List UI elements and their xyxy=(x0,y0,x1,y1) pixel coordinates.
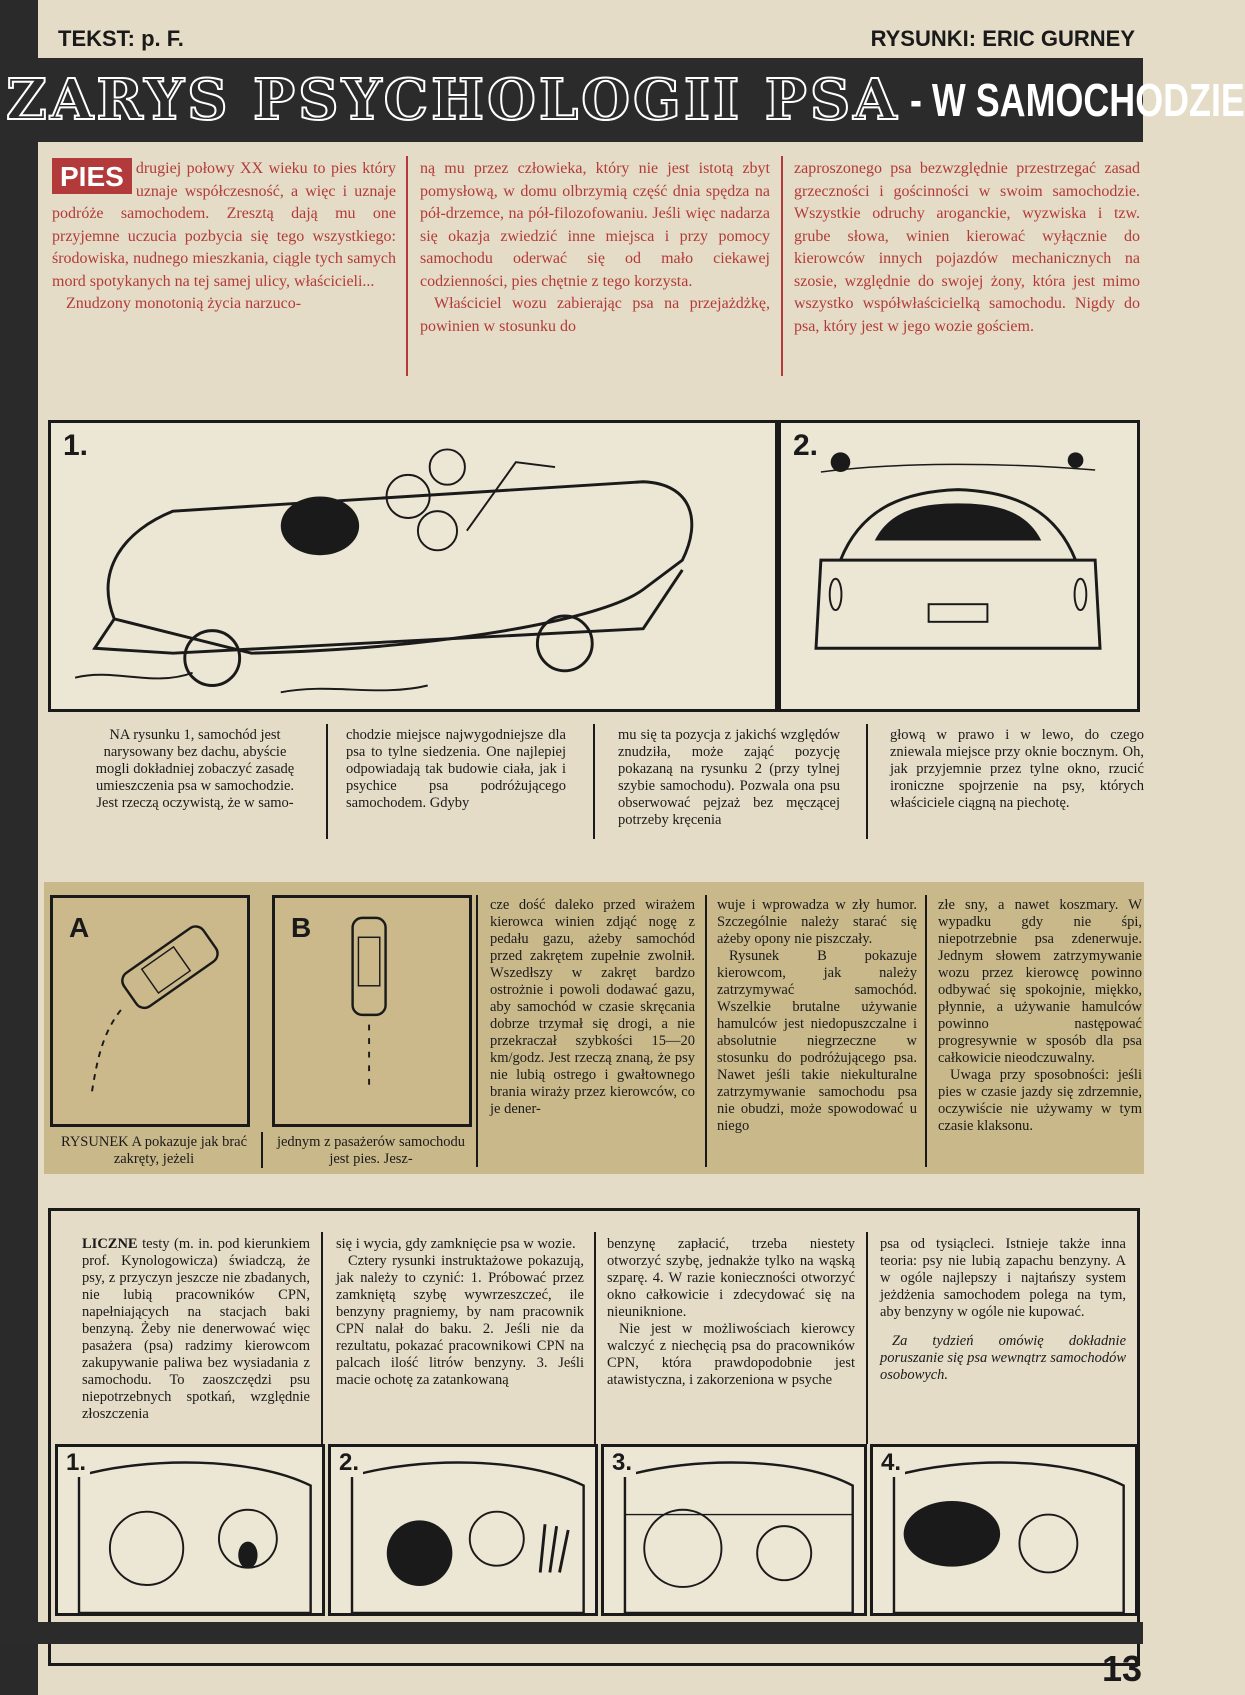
intro-col3-text: zaproszonego psa bezwzględnie przestrzegać zasad grzeczności i gościnności w swoim samochodzie. Wszystkie odruchy aroganckie, wyzwiska i tzw. grube słowa, winien kierować wyłącznie do kierowców innych pojazdów mechanicznych na szosie, względnie do swojej żony, która jest mimo wszystko współwłaścicielką samochodu. Nigdy do psa, który jest w jego wozie gościem. xyxy=(794,160,1140,335)
section1-column-1 xyxy=(90,727,300,812)
section1-col4-text: głową w prawo i w lewo, do czego zniewala miejsce przy oknie bocznym. Oh, jak przyjemnie przez tylne okno, rzucić ironiczne spojrzenie na psy, których właściciele ciągną na piechotę. xyxy=(890,727,1144,811)
intro-col2b-text: Właściciel wozu zabierając psa na przejażdżkę, powinien w stosunku do xyxy=(420,295,770,335)
caption-b xyxy=(272,1134,470,1168)
section1-column-4 xyxy=(890,727,1144,812)
panel-number: 2. xyxy=(789,429,822,463)
caption-a xyxy=(56,1134,252,1168)
intro-column-2 xyxy=(420,158,770,338)
column-divider xyxy=(594,1232,596,1444)
red-column-divider xyxy=(406,156,408,376)
braking-car-illustration xyxy=(275,898,469,1124)
car-rear-illustration xyxy=(781,423,1137,709)
dog-and-driver-shouting-illustration xyxy=(58,1447,322,1613)
section3-column-4 xyxy=(880,1236,1126,1384)
section2-col3b-text: Uwaga przy sposobności: jeśli pies w czasie jazdy się zdrzemnie, oczywiście nie używamy w tym czasie klaksonu. xyxy=(938,1067,1142,1134)
panel-number: 2. xyxy=(335,1449,363,1477)
section3-column-3 xyxy=(607,1236,855,1389)
driver-showing-fingers-illustration xyxy=(331,1447,595,1613)
cartoon-panel-4 xyxy=(870,1444,1138,1616)
drawing-b-panel xyxy=(272,895,472,1127)
illustration-panel-1 xyxy=(48,420,778,712)
column-divider xyxy=(705,895,707,1167)
section3-col3-text: benzynę zapłacić, trzeba niestety otworzyć szybę, jednakże tylko na wąską szparę. 4. W razie konieczności otworzyć okno całkowicie i zdecydować się na nieuniknione. xyxy=(607,1236,855,1320)
page-number: 13 xyxy=(1101,1648,1142,1689)
cartoon-panel-1 xyxy=(55,1444,325,1616)
column-divider xyxy=(866,724,868,839)
lead-word-box: PIES xyxy=(52,158,132,194)
drawing-label-a: A xyxy=(69,912,90,943)
text-credit: TEKST: p. F. xyxy=(58,26,184,51)
intro-col1-text: drugiej połowy XX wieku to pies który uznaje współczesność, a więc i uznaje podróże samochodem. Zresztą dają mu one przyjemne uczucia pozbycia się tego wszystkiego: środowiska, nudnego mieszkania, ciągle tych samych mord spotykanych na tej samej ulicy, właścicieli... xyxy=(52,160,396,290)
section1-column-3 xyxy=(618,727,840,829)
section1-lead: NA xyxy=(109,727,130,743)
panel-number: 1. xyxy=(62,1449,90,1477)
title-banner xyxy=(0,58,1245,142)
drawings-credit: RYSUNKI: ERIC GURNEY xyxy=(870,26,1135,51)
next-week-note: Za tydzień omówię dokładnie poruszanie się psa wewnątrz samochodów osobowych. xyxy=(880,1333,1126,1383)
column-divider xyxy=(593,724,595,839)
section3-col4-text: psa od tysiącleci. Istnieje także inna teoria: psy nie lubią zapachu benzyny. A w ogóle najlepszy i najtańszy system jeżdżenia samochodem polega na tym, aby benzyny w ogóle nie kupować. xyxy=(880,1236,1126,1320)
section2-col2b-text: Rysunek B pokazuje kierowcom, jak należy zatrzymywać samochód. Wszelkie brutalne używanie hamulców jest niedopuszczalne i absolutnie niegrzeczne w stosunku do podróżującego psa. Nawet jeśli takie niekulturalne zatrzymywanie samochodu psa nie obudzi, może spowodować u niego xyxy=(717,948,917,1134)
column-divider xyxy=(925,895,927,1167)
section2-col2-text: wuje i wprowadza w zły humor. Szczególnie należy starać się ażeby opony nie piszczały. xyxy=(717,897,917,947)
section3-col3b-text: Nie jest w możliwościach kierowcy walczyć z niechęcią psa do pracowników CPN, która prawdopodobnie jest atawistyczna, i zakorzeniona w psyche xyxy=(607,1321,855,1388)
section3-col2b-text: Cztery rysunki instruktażowe pokazują, jak należy to czynić: 1. Próbować przez zamkniętą szybę wywrzeszczeć, ile benzyny pragniemy, by nam pracownik CPN nalał do baku. 2. Jeśli nie da rezultatu, pokazać pracownikowi CPN na palcach ilość litrów benzyny. 3. Jeśli macie ochotę za zatankowaną xyxy=(336,1253,584,1388)
column-divider xyxy=(321,1232,323,1444)
page-binding-strip xyxy=(0,0,38,1695)
dog-attacking-attendant-illustration xyxy=(873,1447,1135,1613)
illustration-panel-2 xyxy=(778,420,1140,712)
drawing-a-panel xyxy=(50,895,250,1127)
cartoon-panel-3 xyxy=(601,1444,867,1616)
window-slightly-open-illustration xyxy=(604,1447,864,1613)
section2-col1-text: cze dość daleko przed wirażem kierowca winien zdjąć nogę z pedału gazu, ażeby samochód przed zakrętem zupełnie zwolnił. Wszedłszy w zakręt bardzo ostrożnie i powoli dodawać gazu, aby samochód w czasie skręcania dobrze trzymał się drogi, a nie przekraczał szybkości 15—20 km/godz. Jest rzeczą znaną, że psy nie lubią ostrego i gwałtownego brania wiraży przez kierowców, co je dener- xyxy=(490,897,695,1117)
caption-a-text: RYSUNEK A pokazuje jak brać zakręty, jeżeli xyxy=(60,1134,248,1167)
intro-column-1 xyxy=(52,158,396,316)
panel-number: 3. xyxy=(608,1449,636,1477)
section2-column-1 xyxy=(490,897,695,1118)
section1-col3-text: mu się ta pozycja z jakichś względów znudziła, może zająć pozycję pokazaną na rysunku 2 (przy tylnej szybie samochodu). Pozwala ona psu obserwować pejzaż bez męczącej potrzeby kręcenia xyxy=(618,727,840,828)
section1-col1-text: rysunku 1, samochód jest narysowany bez dachu, abyście mogli dokładniej zobaczyć zasadę umieszczenia psa w samochodzie. Jest rzeczą oczywistą, że w samo- xyxy=(95,727,295,811)
section2-column-3 xyxy=(938,897,1142,1135)
section2-column-2 xyxy=(717,897,917,1135)
panel-number: 1. xyxy=(59,429,92,463)
section1-col2-text: chodzie miejsce najwygodniejsze dla psa to tylne siedzenia. One najlepiej odpowiadają tak budowie ciała, jak i psychice psa podróżującego samochodem. Gdyby xyxy=(346,727,566,811)
cartoon-panel-2 xyxy=(328,1444,598,1616)
section3-column-2 xyxy=(336,1236,584,1389)
credits-line xyxy=(58,26,1135,56)
intro-col2-text: ną mu przez człowieka, który nie jest istotą zbyt pomysłową, w domu olbrzymią część dnia spędza na pół-drzemce, na pół-filozofowaniu. Jeśli więc nadarza się okazja zwiedzić inne miejsca i przy pomocy samochodu oderwać się od mało ciekawej codzienności, pies chętnie z tego korzysta. xyxy=(420,160,770,290)
section3-col2-text: się i wycia, gdy zamknięcie psa w wozie. xyxy=(336,1236,576,1252)
column-divider xyxy=(261,1132,263,1168)
column-divider xyxy=(326,724,328,839)
panel-number: 4. xyxy=(877,1449,905,1477)
article-subtitle: - W SAMOCHODZIE xyxy=(909,74,1245,126)
section3-column-1 xyxy=(82,1236,310,1423)
caption-b-text: jednym z pasażerów samochodu jest pies. Jesz- xyxy=(276,1134,466,1167)
section3-col1-text: testy (m. in. pod kierunkiem prof. Kynologowicza) świadczą, że psy, z przyczyn jeszcze nie zbadanych, nie lubią pracowników CPN, napełniających na stacjach baki benzyną. Żeby nie denerwować więc pasażera (psa) radzimy kierowcom zakupywanie paliwa bez wysiadania z samochodu. To zaoszczędzi psu niepotrzebnych spotkań, względnie złoszczenia xyxy=(82,1236,310,1422)
bottom-bar xyxy=(0,1622,1143,1644)
section2-col3-text: złe sny, a nawet koszmary. W wypadku gdy nie śpi, niepotrzebnie psa zdenerwuje. Jednym słowem zatrzymywanie wozu przez kierowcę powinno odbywać się spokojnie, miękko, płynnie, a używanie hamulców powinno następować progresywnie w sposób dla psa całkowicie nieodczuwalny. xyxy=(938,897,1142,1066)
red-column-divider xyxy=(781,156,783,376)
section3-lead: LICZNE xyxy=(82,1236,138,1252)
section1-column-2 xyxy=(346,727,566,812)
article-title: ZARYS PSYCHOLOGII PSA xyxy=(6,67,900,133)
cornering-car-illustration xyxy=(53,898,247,1124)
intro-col1b-text: Znudzony monotonią życia narzuco- xyxy=(66,295,302,312)
intro-column-3 xyxy=(794,158,1140,338)
column-divider xyxy=(866,1232,868,1444)
drawing-label-b: B xyxy=(291,912,312,943)
column-divider xyxy=(476,895,478,1167)
open-car-illustration xyxy=(51,423,775,709)
